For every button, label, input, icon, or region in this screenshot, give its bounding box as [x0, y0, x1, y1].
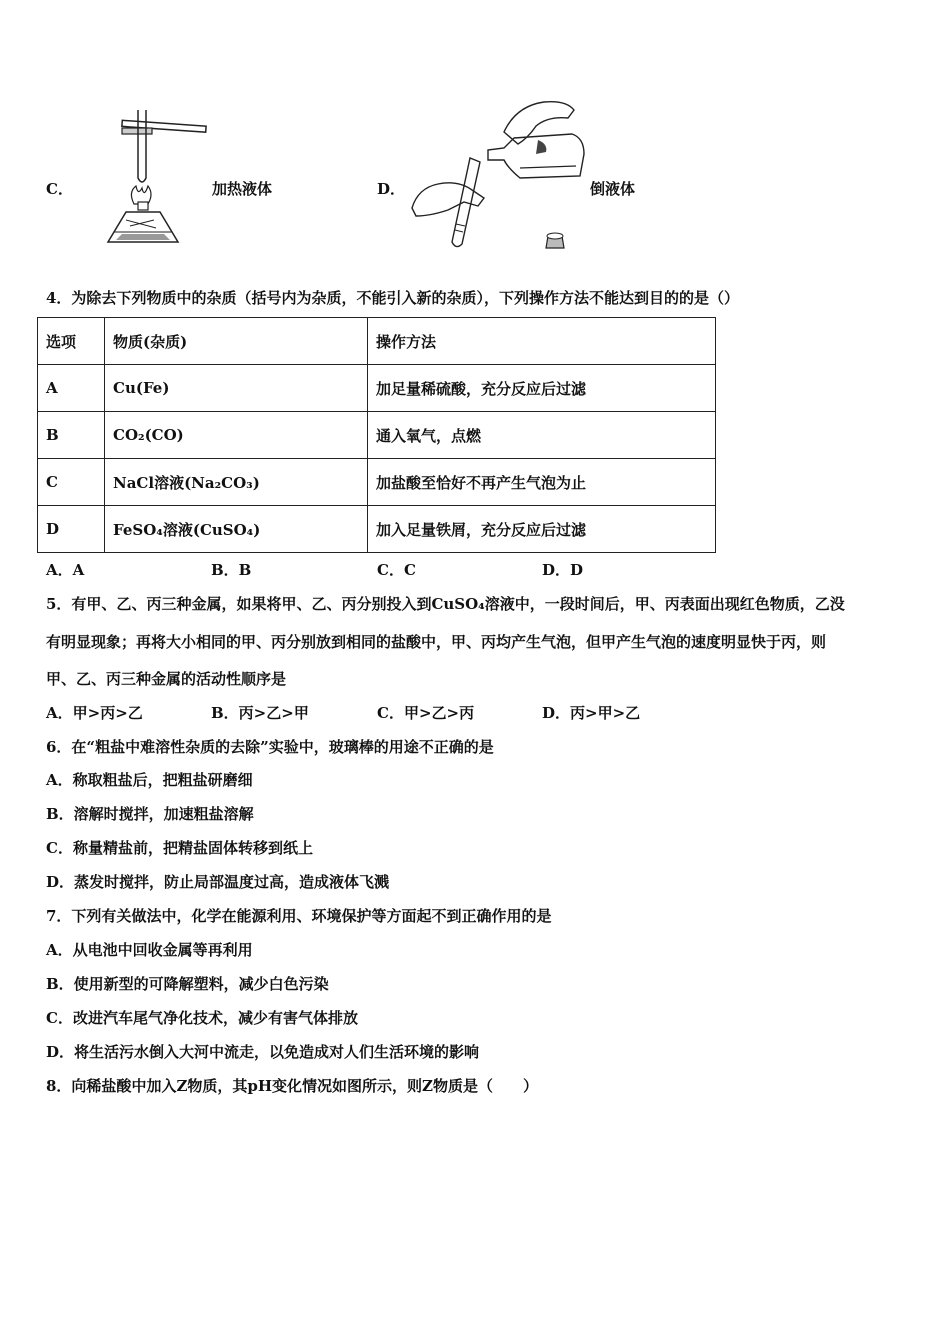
table-row [38, 459, 716, 506]
table-cell-substance: NaCl溶液(Na₂CO₃) [105, 459, 368, 506]
q7-option-b: B．使用新型的可降解塑料，减少白色污染 [46, 975, 329, 993]
q6-stem: 6．在“粗盐中难溶性杂质的去除”实验中，玻璃棒的用途不正确的是 [46, 738, 494, 756]
table-row [38, 506, 716, 553]
q8-stem: 8．向稀盐酸中加入Z物质，其pH变化情况如图所示，则Z物质是（ ） [46, 1077, 539, 1095]
q4-answer-a: A．A [46, 561, 85, 579]
q4-answer-d: D．D [542, 561, 584, 579]
table-cell-option: C [38, 459, 105, 506]
q3-option-c-caption: 加热液体 [212, 180, 273, 198]
q5-answer-c: C．甲>乙>丙 [377, 704, 475, 722]
pouring-liquid-illustration [408, 98, 588, 256]
q3-option-c-letter: C． [46, 180, 73, 198]
table-cell-option: D [38, 506, 105, 553]
table-cell-substance: Cu(Fe) [105, 365, 368, 412]
q7-option-a: A．从电池中回收金属等再利用 [46, 941, 253, 959]
q5-stem-line-1: 5．有甲、乙、丙三种金属，如果将甲、乙、丙分别投入到CuSO₄溶液中，一段时间后，甲、丙表面出现红色物质，乙没 [46, 595, 845, 613]
q4-answer-b: B．B [211, 561, 252, 579]
q6-option-b: B．溶解时搅拌，加速粗盐溶解 [46, 805, 254, 823]
q5-answer-b: B．丙>乙>甲 [211, 704, 309, 722]
q5-stem-line-2: 有明显现象；再将大小相同的甲、丙分别放到相同的盐酸中，甲、丙均产生气泡，但甲产生气泡的速度明显快于丙，则 [46, 633, 827, 651]
q4-table [37, 317, 716, 553]
table-row [38, 365, 716, 412]
q6-option-c: C．称量精盐前，把精盐固体转移到纸上 [46, 839, 313, 857]
table-cell-method: 加盐酸至恰好不再产生气泡为止 [368, 459, 716, 506]
q3-option-d-caption: 倒液体 [590, 180, 636, 198]
q4-stem: 4．为除去下列物质中的杂质（括号内为杂质，不能引入新的杂质），下列操作方法不能达到目的的是（） [46, 289, 739, 307]
q7-option-d: D．将生活污水倒入大河中流走，以免造成对人们生活环境的影响 [46, 1043, 480, 1061]
q5-answer-d: D．丙>甲>乙 [542, 704, 641, 722]
q7-stem: 7．下列有关做法中，化学在能源利用、环境保护等方面起不到正确作用的是 [46, 907, 552, 925]
q3-option-d-letter: D． [377, 180, 406, 198]
q4-answer-c: C．C [377, 561, 416, 579]
table-header-cell: 物质(杂质) [105, 318, 368, 365]
table-cell-method: 加足量稀硫酸，充分反应后过滤 [368, 365, 716, 412]
table-row [38, 412, 716, 459]
heating-liquid-illustration [100, 108, 210, 250]
q5-stem-line-3: 甲、乙、丙三种金属的活动性顺序是 [46, 670, 287, 688]
table-cell-method: 加入足量铁屑，充分反应后过滤 [368, 506, 716, 553]
q6-option-a: A．称取粗盐后，把粗盐研磨细 [46, 771, 253, 789]
table-cell-method: 通入氧气，点燃 [368, 412, 716, 459]
table-header-cell: 选项 [38, 318, 105, 365]
table-cell-substance: CO₂(CO) [105, 412, 368, 459]
table-cell-option: B [38, 412, 105, 459]
q7-option-c: C．改进汽车尾气净化技术，减少有害气体排放 [46, 1009, 358, 1027]
table-header-cell: 操作方法 [368, 318, 716, 365]
table-cell-option: A [38, 365, 105, 412]
table-cell-substance: FeSO₄溶液(CuSO₄) [105, 506, 368, 553]
q5-answer-a: A．甲>丙>乙 [46, 704, 143, 722]
q6-option-d: D．蒸发时搅拌，防止局部温度过高，造成液体飞溅 [46, 873, 390, 891]
table-header-row [38, 318, 716, 365]
